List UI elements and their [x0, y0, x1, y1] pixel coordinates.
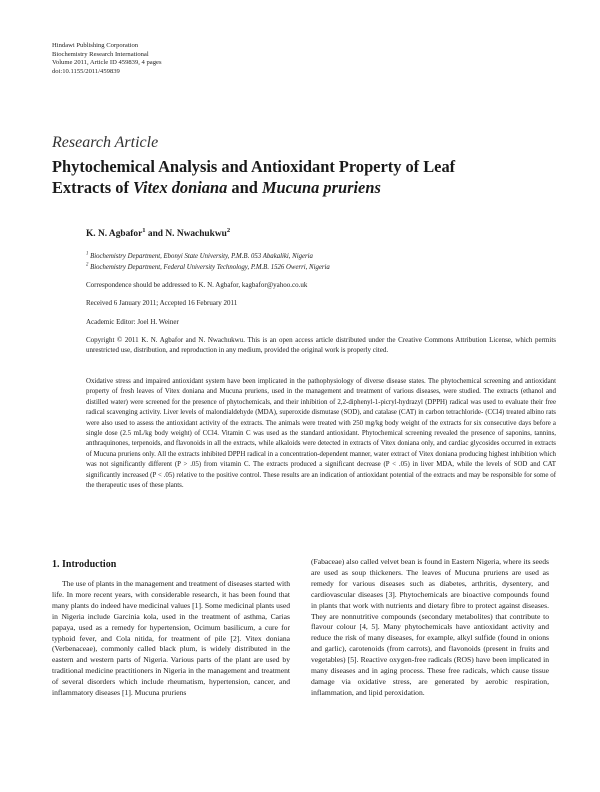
affiliation-1: [86, 251, 556, 262]
volume-info: Volume 2011, Article ID 459839, 4 pages: [52, 59, 162, 67]
author-2: N. Nwachukwu: [165, 229, 227, 239]
title-line-1: Phytochemical Analysis and Antioxidant Property of Leaf: [52, 157, 456, 176]
author-join: and: [145, 229, 166, 239]
affiliation-1-marker: 1: [86, 251, 89, 257]
academic-editor: Academic Editor: Joel H. Weiner: [86, 318, 179, 326]
affiliation-2-text: Biochemistry Department, Federal University Technology, P.M.B. 1526 Owerri, Nigeria: [90, 264, 330, 271]
copyright-notice: Copyright © 2011 K. N. Agbafor and N. Nwachukwu. This is an open access article distributed under the Creative Commons Attribution License, which permits unrestricted use, distribution, and reproduction in any medium, provided the original work is properly cited.: [86, 336, 556, 354]
publisher: Hindawi Publishing Corporation: [52, 42, 139, 49]
affiliations: [86, 251, 556, 273]
paper-title: [52, 156, 552, 198]
doi: doi:10.1155/2011/459839: [52, 67, 120, 75]
section-heading-introduction: 1. Introduction: [52, 559, 117, 570]
title-species-1: Vitex doniana: [133, 178, 228, 197]
authors: [86, 226, 556, 239]
title-prefix: Extracts of: [52, 178, 134, 197]
author-1: K. N. Agbafor: [86, 229, 143, 239]
title-join: and: [227, 178, 262, 197]
received-accepted-dates: Received 6 January 2011; Accepted 16 February 2011: [86, 299, 238, 307]
journal-header: [52, 42, 162, 76]
author-1-affil: 1: [142, 226, 146, 234]
correspondence: Correspondence should be addressed to K. N. Agbafor, kagbafor@yahoo.co.uk: [86, 281, 308, 289]
introduction-right-column: [311, 557, 549, 699]
author-2-affil: 2: [226, 226, 231, 234]
title-line-2: [52, 177, 552, 198]
article-type: Research Article: [52, 134, 159, 151]
affiliation-2: [86, 262, 556, 273]
intro-paragraph-right: (Fabaceae) also called velvet bean is found in Eastern Nigeria, where its seeds are used as soup thickeners. The leaves of Mucuna pruriens are used as remedy for various diseases such as diabetes, arthritis, dysentery, and cardiovascular diseases [3]. Phytochemicals are bioactive compounds found in plants that work with nutrients and dietary fibre to protect against diseases. They are nonnutritive compounds (secondary metabolites) that contribute to flavour colour [4, 5]. Many phytochemicals have antioxidant activity and reduce the risk of many diseases, for example, alkyl sulfide (found in onions and garlic), carotenoids (from carrots), and flavonoids (present in fruits and vegetables) [5]. Reactive oxygen-free radicals (ROS) have been implicated in many diseases and in aging process. These free radicals, which cause tissue damage via oxidative stress, are generated by aerobic respiration, inflammation, and lipid peroxidation.: [311, 557, 549, 697]
journal-name: Biochemistry Research International: [52, 50, 149, 58]
title-species-2: Mucuna pruriens: [261, 178, 381, 197]
intro-paragraph-left: The use of plants in the management and treatment of diseases started with life. In more recent years, with considerable research, it has been found that many plants do indeed have medicinal values [1]. Some medicinal plants used in Nigeria include Garcinia kola, used in the treatment of asthma, Carias papaya, used as a remedy for hypertension, Ocimum basilicum, a cure for typhoid fever, and Cola nitida, for treatment of pile [2]. Vitex doniana (Verbenaceae), commonly called black plum, is widely distributed in the eastern and western parts of Nigeria. Various parts of the plant are used by traditional medicine practitioners in Nigeria in the management and treatment of several disorders which include rheumatism, hypertension, cancer, and inflammatory diseases [1]. Mucuna pruriens: [52, 579, 290, 698]
introduction-left-column: [52, 579, 290, 699]
affiliation-2-marker: 2: [86, 262, 89, 268]
affiliation-1-text: Biochemistry Department, Ebonyi State University, P.M.B. 053 Abakaliki, Nigeria: [90, 253, 313, 260]
abstract: Oxidative stress and impaired antioxidant system have been implicated in the pathophysiology of diverse disease states. The phytochemical screening and antioxidant property of fresh leaves of Vitex doniana and Mucuna pruriens, used in the management and treatment of various diseases, were studied. The extracts (ethanol and distilled water) were screened for the presence of phytochemicals, and their inhibition of 2,2-diphenyl-1-picryl-hydrazyl (DPPH) radical was used to evaluate their free radical scavenging activity. Liver levels of malondialdehyde (MDA), superoxide dismutase (SOD), and catalase (CAT) in carbon tetrachloride- (CCl4) treated albino rats were also used to assess the antioxidant activity of the extracts. The animals were treated with 250 mg/kg body weight of the extracts for six consecutive days before a single dose (2.5 mL/kg body weight) of CCl4. Vitamin C was used as the standard antioxidant. Phytochemical screening revealed the presence of saponins, tannins, anthraquinones, terpenoids, and flavonoids in all the extracts, while alkaloids were detected in extracts of Vitex doniana only, and cardiac glycosides occurred in extracts of Mucuna pruriens only. All the extracts inhibited DPPH radical in a concentration-dependent manner, water extract of Vitex doniana producing highest inhibition which was not significantly different (P > .05) from vitamin C. The extracts produced a significant decrease (P < .05) in liver MDA, while the levels of SOD and CAT significantly increased (P < .05) relative to the positive control. These results are an indication of antioxidant potential of the extracts and may be responsible for some of the therapeutic uses of these plants.: [86, 378, 556, 490]
